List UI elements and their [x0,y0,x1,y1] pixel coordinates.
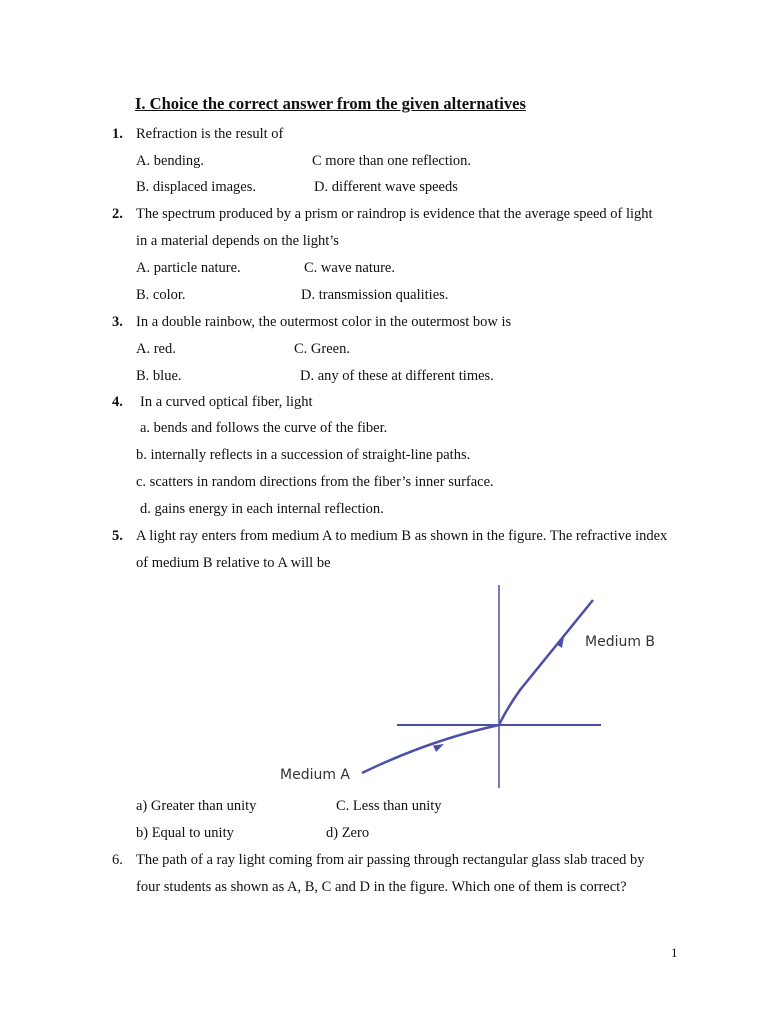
option: a) Greater than unity [136,798,257,814]
question-text: In a double rainbow, the outermost color in the outermost bow is [136,314,512,330]
section-heading: I. Choice the correct answer from the given alternatives [135,94,526,113]
question-number: 3. [112,314,123,330]
option: B. displaced images. [136,179,257,195]
question-text: in a material depends on the light’s [136,233,339,249]
question-text: four students as shown as A, B, C and D in the figure. Which one of them is correct? [136,879,627,895]
option: b. internally reflects in a succession of straight-line paths. [136,447,471,463]
question-text: A light ray enters from medium A to medium B as shown in the figure. The refractive index [136,528,668,544]
option: C. Green. [294,341,350,357]
question-number: 4. [112,394,123,410]
question-text: The path of a ray light coming from air passing through rectangular glass slab traced by [136,852,645,868]
question-text: The spectrum produced by a prism or raindrop is evidence that the average speed of light [136,206,653,222]
option: D. transmission qualities. [301,287,449,303]
page-number: 1 [671,945,678,960]
option: B. blue. [136,368,182,384]
question-text: In a curved optical fiber, light [140,394,313,410]
medium-a-label: Medium A [280,767,351,783]
option: b) Equal to unity [136,825,234,841]
question-text: Refraction is the result of [136,126,284,142]
incident-ray [362,725,499,773]
option: c. scatters in random directions from the fiber’s inner surface. [136,474,494,490]
option: d. gains energy in each internal reflection. [140,501,384,517]
option: C more than one reflection. [312,153,472,169]
option: d) Zero [326,825,370,841]
option: C. Less than unity [336,798,442,814]
option: A. particle nature. [136,260,241,276]
question-text: of medium B relative to A will be [136,555,331,571]
option: D. any of these at different times. [300,368,494,384]
refracted-ray [499,600,593,725]
option: A. bending. [136,153,205,169]
question-number: 6. [112,852,123,868]
question-number: 1. [112,126,123,142]
option: a. bends and follows the curve of the fiber. [140,420,388,436]
option: B. color. [136,287,186,303]
option: A. red. [136,341,176,357]
question-number: 2. [112,206,123,222]
question-number: 5. [112,528,123,544]
arrow-icon [433,744,444,752]
refraction-diagram [270,580,690,795]
option: C. wave nature. [304,260,395,276]
medium-b-label: Medium B [585,634,656,650]
option: D. different wave speeds [314,179,458,195]
